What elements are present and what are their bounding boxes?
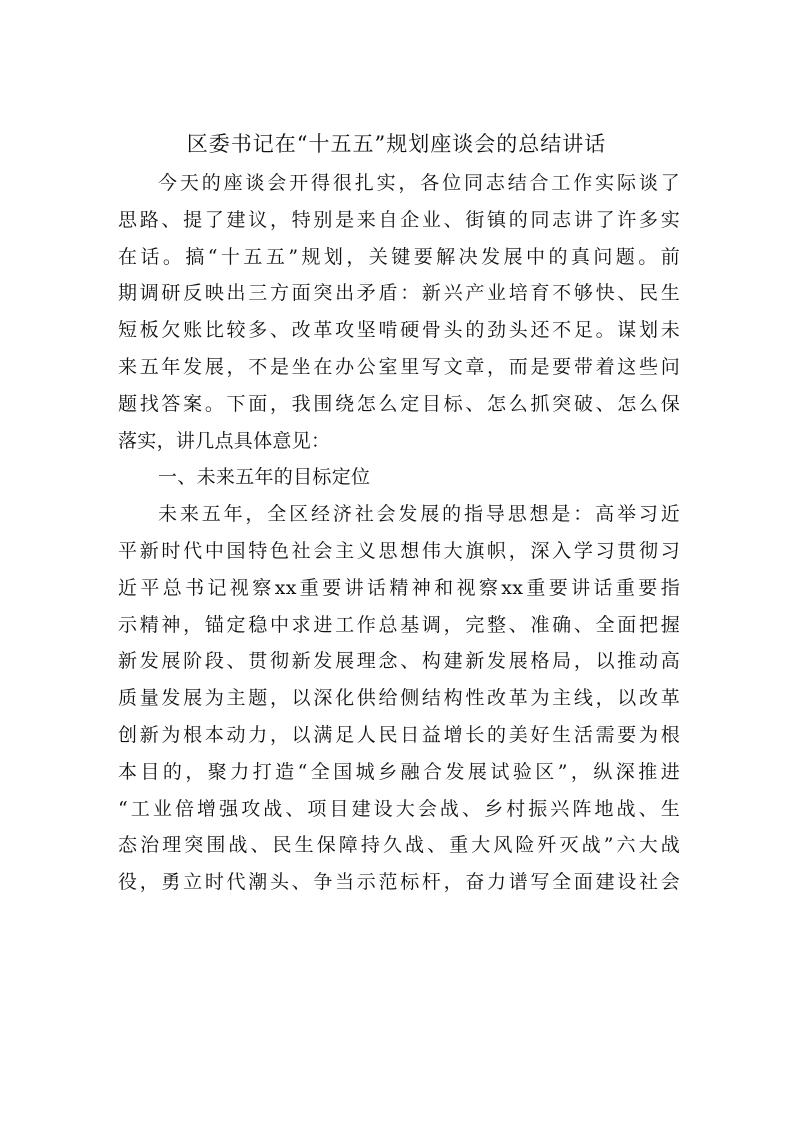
- paragraph-line: 来五年发展，不是坐在办公室里写文章，而是要带着这些问: [118, 355, 680, 378]
- paragraph-line: “工业倍增强攻战、项目建设大会战、乡村振兴阵地战、生: [118, 797, 680, 820]
- paragraph-line: 近平总书记视察xx重要讲话精神和视察xx重要讲话重要指: [118, 576, 680, 599]
- paragraph-line: 质量发展为主题，以深化供给侧结构性改革为主线，以改革: [118, 687, 680, 710]
- paragraph-line: 在话。搞“十五五”规划，关键要解决发展中的真问题。前: [118, 245, 680, 268]
- paragraph-line: 役，勇立时代潮头、争当示范标杆，奋力谱写全面建设社会: [118, 871, 680, 894]
- document-title: 区委书记在“十五五”规划座谈会的总结讲话: [186, 132, 607, 156]
- paragraph-line: 态治理突围战、民生保障持久战、重大风险歼灭战”六大战: [118, 834, 680, 857]
- section-heading: 一、未来五年的目标定位: [158, 466, 371, 489]
- paragraph-line: 思路、提了建议，特别是来自企业、街镇的同志讲了许多实: [118, 208, 680, 231]
- paragraph-line: 短板欠账比较多、改革攻坚啃硬骨头的劲头还不足。谋划未: [118, 319, 680, 342]
- paragraph-line: 今天的座谈会开得很扎实，各位同志结合工作实际谈了: [158, 172, 680, 194]
- paragraph-line: 未来五年，全区经济社会发展的指导思想是：高举习近: [158, 503, 680, 526]
- paragraph-line: 平新时代中国特色社会主义思想伟大旗帜，深入学习贯彻习: [118, 539, 680, 562]
- document-body: [118, 165, 680, 901]
- paragraph-line: 创新为根本动力，以满足人民日益增长的美好生活需要为根: [118, 723, 680, 746]
- paragraph-line: 期调研反映出三方面突出矛盾：新兴产业培育不够快、民生: [118, 282, 680, 305]
- paragraph-line: 题找答案。下面，我围绕怎么定目标、怎么抓突破、怎么保: [118, 392, 680, 415]
- paragraph-line: 新发展阶段、贯彻新发展理念、构建新发展格局，以推动高: [118, 650, 680, 673]
- paragraph-line: 本目的，聚力打造“全国城乡融合发展试验区”，纵深推进: [118, 760, 680, 783]
- paragraph-line: 示精神，锚定稳中求进工作总基调，完整、准确、全面把握: [118, 613, 680, 636]
- paragraph-line: 落实，讲几点具体意见：: [118, 429, 331, 452]
